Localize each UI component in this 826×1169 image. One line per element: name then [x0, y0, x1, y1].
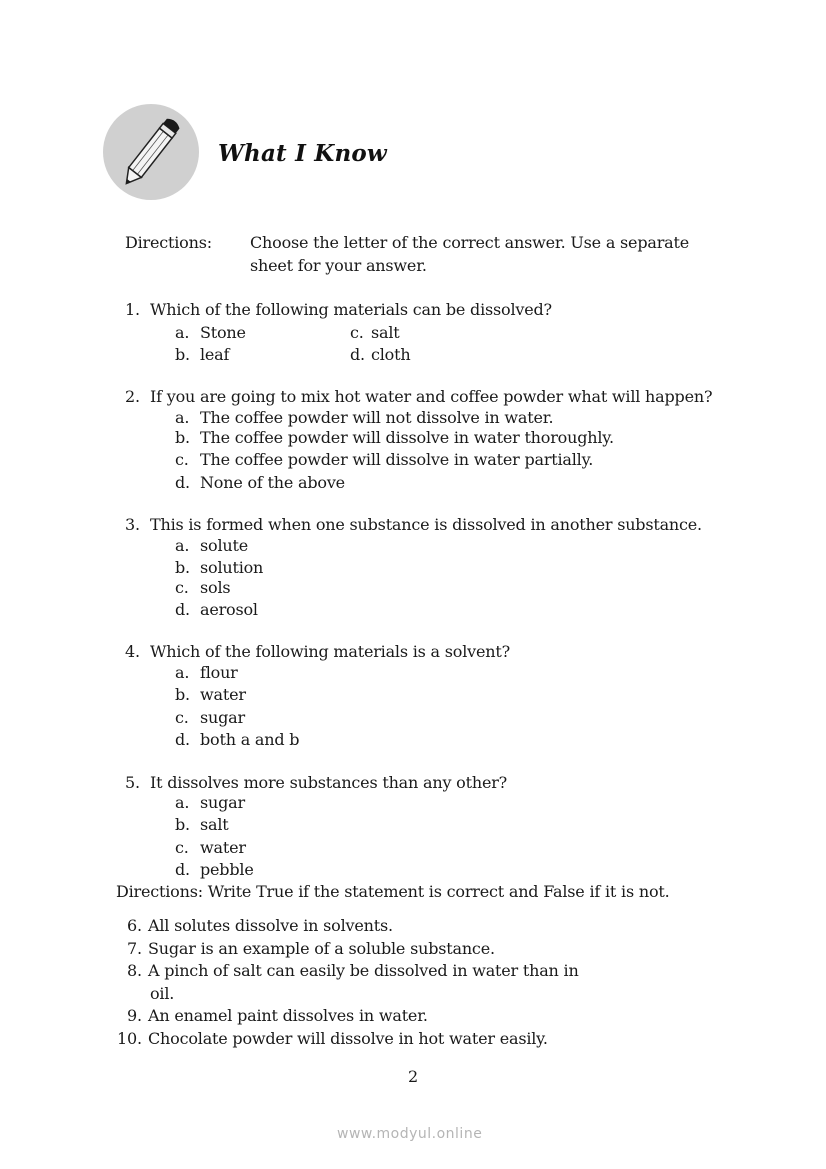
choice-text: salt: [371, 323, 400, 342]
choice-text: The coffee powder will dissolve in water partially.: [200, 450, 594, 469]
statement-text: Chocolate powder will dissolve in hot water easily.: [148, 1029, 548, 1048]
choice-letter: b.: [175, 685, 190, 704]
choice-text: aerosol: [200, 600, 258, 619]
statement-number: 9.: [127, 1006, 142, 1025]
choice-letter: d.: [175, 600, 190, 619]
choice-text: pebble: [200, 860, 254, 879]
watermark-link[interactable]: www.modyul.online: [337, 1126, 483, 1142]
choice-letter: c.: [175, 578, 189, 597]
choice-letter: b.: [175, 558, 190, 577]
choice-text: None of the above: [200, 473, 345, 492]
choice-letter: c.: [175, 450, 189, 469]
choice-letter: d.: [175, 473, 190, 492]
question-text: This is formed when one substance is dissolved in another substance.: [150, 515, 702, 534]
choice-letter: c.: [350, 323, 364, 342]
choice-text: solution: [200, 558, 264, 577]
choice-letter: a.: [175, 408, 190, 427]
choice-text: solute: [200, 536, 248, 555]
question-text: Which of the following materials is a solvent?: [150, 642, 510, 661]
choice-letter: d.: [175, 860, 190, 879]
choice-text: water: [200, 685, 246, 704]
choice-letter: a.: [175, 323, 190, 342]
page-number: 2: [408, 1067, 418, 1086]
choice-letter: d.: [350, 345, 365, 364]
choice-text: water: [200, 838, 246, 857]
choice-letter: b.: [175, 345, 190, 364]
choice-letter: a.: [175, 536, 190, 555]
statement-number: 6.: [127, 916, 142, 935]
choice-text: The coffee powder will dissolve in water thoroughly.: [200, 428, 614, 447]
choice-letter: c.: [175, 708, 189, 727]
question-text: If you are going to mix hot water and coffee powder what will happen?: [150, 387, 713, 406]
directions-label: Directions:: [125, 233, 212, 252]
choice-text: cloth: [371, 345, 411, 364]
statement-text: An enamel paint dissolves in water.: [148, 1006, 428, 1025]
choice-text: sugar: [200, 793, 245, 812]
choice-letter: a.: [175, 793, 190, 812]
directions-true-false: Directions: Write True if the statement is correct and False if it is not.: [116, 882, 670, 901]
choice-letter: a.: [175, 663, 190, 682]
question-number: 2.: [125, 387, 140, 406]
question-number: 4.: [125, 642, 140, 661]
choice-text: both a and b: [200, 730, 300, 749]
statement-number: 8.: [127, 961, 142, 980]
statement-text: A pinch of salt can easily be dissolved in water than in: [148, 961, 579, 980]
choice-text: Stone: [200, 323, 246, 342]
pencil-icon: [103, 104, 199, 200]
directions-text-line2: sheet for your answer.: [250, 256, 427, 275]
section-title: What I Know: [218, 140, 387, 167]
choice-letter: b.: [175, 428, 190, 447]
question-text: It dissolves more substances than any other?: [150, 773, 508, 792]
statement-number: 7.: [127, 939, 142, 958]
choice-text: salt: [200, 815, 229, 834]
choice-text: The coffee powder will not dissolve in water.: [200, 408, 554, 427]
pencil-icon-badge: [103, 104, 199, 200]
statement-text: Sugar is an example of a soluble substance.: [148, 939, 495, 958]
statement-text: All solutes dissolve in solvents.: [148, 916, 393, 935]
choice-letter: b.: [175, 815, 190, 834]
question-number: 3.: [125, 515, 140, 534]
choice-text: flour: [200, 663, 238, 682]
question-number: 5.: [125, 773, 140, 792]
question-text: Which of the following materials can be dissolved?: [150, 300, 552, 319]
choice-letter: c.: [175, 838, 189, 857]
directions-text-line1: Choose the letter of the correct answer. Use a separate: [250, 233, 689, 252]
choice-text: sugar: [200, 708, 245, 727]
choice-text: leaf: [200, 345, 230, 364]
statement-text-continued: oil.: [150, 984, 175, 1003]
question-number: 1.: [125, 300, 140, 319]
statement-number: 10.: [117, 1029, 142, 1048]
choice-text: sols: [200, 578, 231, 597]
choice-letter: d.: [175, 730, 190, 749]
